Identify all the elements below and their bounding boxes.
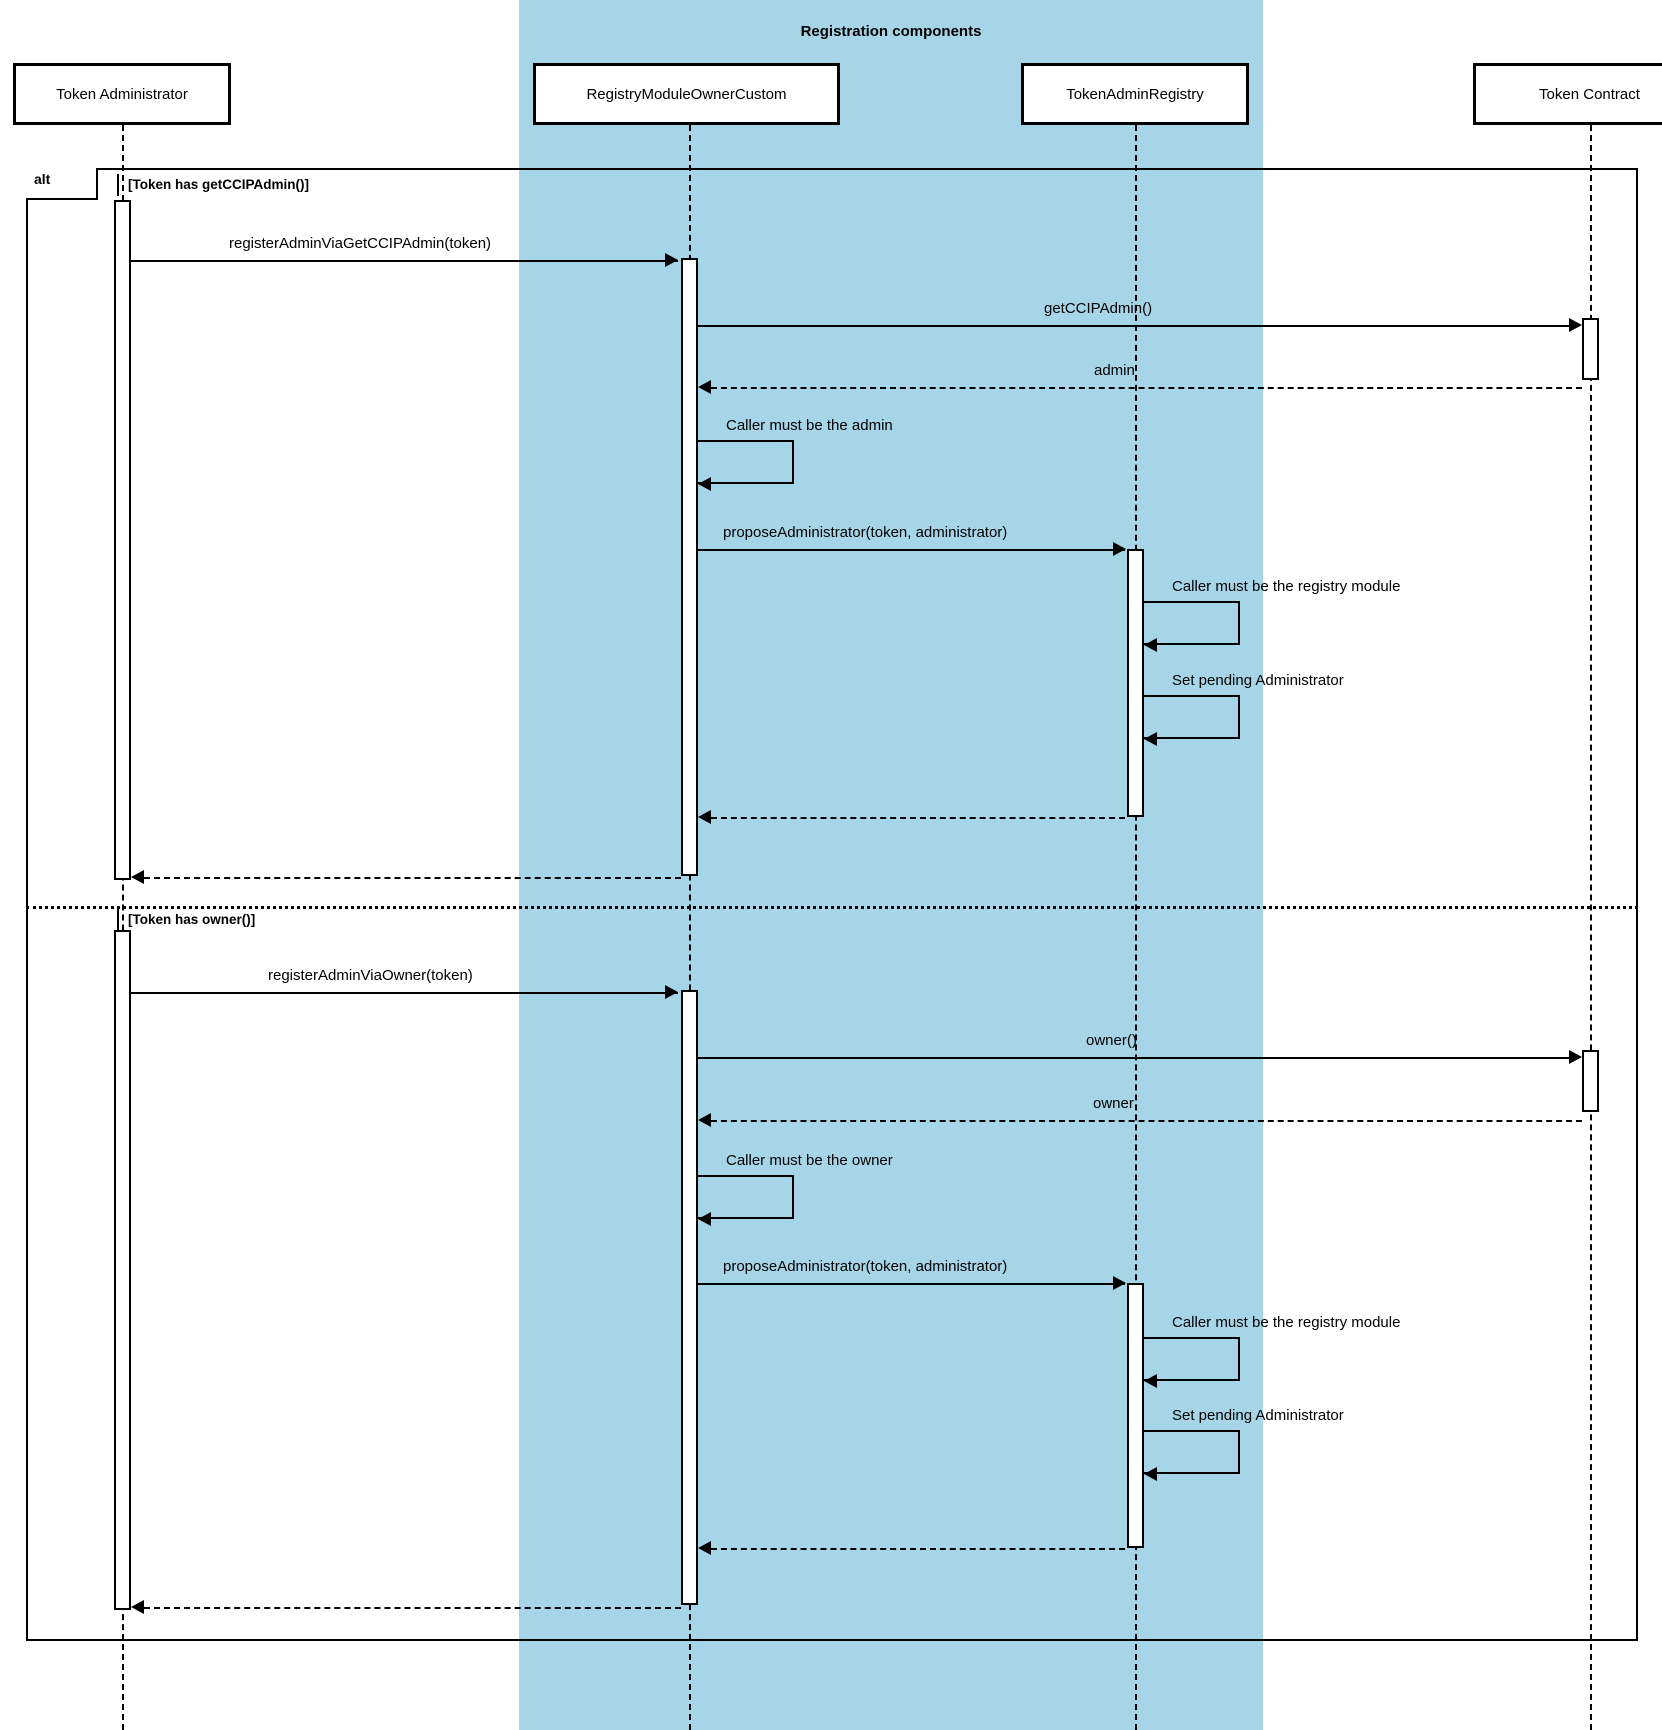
message-line-m10 [131, 992, 678, 994]
message-label-m1: registerAdminViaGetCCIPAdmin(token) [229, 235, 492, 252]
self-message-m13 [698, 1175, 794, 1219]
message-line-m8 [711, 817, 1125, 819]
self-message-m7 [1144, 695, 1240, 739]
message-arrow-m3 [698, 380, 711, 394]
alt-condition-tick-2 [117, 909, 119, 931]
registration-components-title: Registration components [800, 23, 982, 40]
message-line-m11 [698, 1057, 1579, 1059]
self-message-arrow-m4 [698, 477, 711, 491]
participant-token-admin-registry[interactable] [1021, 63, 1249, 125]
message-line-m1 [131, 260, 678, 262]
activation-registry-module-2 [681, 990, 698, 1605]
message-line-m9 [144, 877, 681, 879]
message-arrow-m17 [698, 1541, 711, 1555]
message-line-m5 [698, 549, 1125, 551]
participant-label: TokenAdminRegistry [1066, 85, 1204, 103]
message-arrow-m14 [1113, 1276, 1126, 1290]
self-message-arrow-m15 [1144, 1374, 1157, 1388]
message-arrow-m11 [1569, 1050, 1582, 1064]
participant-label: Token Contract [1539, 85, 1640, 103]
activation-token-contract-2 [1582, 1050, 1599, 1112]
message-line-m17 [711, 1548, 1125, 1550]
activation-token-administrator-1 [114, 200, 131, 880]
message-arrow-m18 [131, 1600, 144, 1614]
message-label-m12: owner [1093, 1095, 1134, 1112]
message-arrow-m1 [665, 253, 678, 267]
message-arrow-m9 [131, 870, 144, 884]
participant-token-contract[interactable] [1473, 63, 1662, 125]
message-label-m3: admin [1094, 362, 1135, 379]
self-message-label-m7: Set pending Administrator [1172, 672, 1344, 689]
message-line-m2 [698, 325, 1579, 327]
alt-condition-1: [Token has getCCIPAdmin()] [128, 177, 309, 192]
message-line-m3 [711, 387, 1582, 389]
message-label-m2: getCCIPAdmin() [1044, 300, 1153, 317]
self-message-label-m6: Caller must be the registry module [1172, 578, 1401, 595]
message-arrow-m2 [1569, 318, 1582, 332]
alt-operator-tag: alt [26, 168, 98, 200]
message-arrow-m8 [698, 810, 711, 824]
self-message-arrow-m7 [1144, 732, 1157, 746]
alt-separator [26, 906, 1638, 909]
activation-token-contract-1 [1582, 318, 1599, 380]
self-message-arrow-m16 [1144, 1467, 1157, 1481]
self-message-label-m16: Set pending Administrator [1172, 1407, 1344, 1424]
message-line-m18 [144, 1607, 681, 1609]
message-label-m10: registerAdminViaOwner(token) [268, 967, 473, 984]
message-arrow-m10 [665, 985, 678, 999]
alt-condition-tick-1 [117, 174, 119, 196]
participant-label: RegistryModuleOwnerCustom [586, 85, 787, 103]
self-message-label-m13: Caller must be the owner [726, 1152, 893, 1169]
self-message-m16 [1144, 1430, 1240, 1474]
message-label-m11: owner() [1086, 1032, 1137, 1049]
activation-token-admin-registry-2 [1127, 1283, 1144, 1548]
message-line-m14 [698, 1283, 1125, 1285]
message-label-m5: proposeAdministrator(token, administrator) [723, 524, 1008, 541]
message-arrow-m12 [698, 1113, 711, 1127]
participant-label: Token Administrator [56, 85, 188, 103]
participant-token-administrator[interactable] [13, 63, 231, 125]
self-message-label-m15: Caller must be the registry module [1172, 1314, 1401, 1331]
self-message-m4 [698, 440, 794, 484]
activation-token-admin-registry-1 [1127, 549, 1144, 817]
participant-registry-module-owner-custom[interactable] [533, 63, 840, 125]
self-message-m15 [1144, 1337, 1240, 1381]
activation-token-administrator-2 [114, 930, 131, 1610]
message-label-m14: proposeAdministrator(token, administrator) [723, 1258, 1008, 1275]
self-message-arrow-m6 [1144, 638, 1157, 652]
message-arrow-m5 [1113, 542, 1126, 556]
self-message-m6 [1144, 601, 1240, 645]
self-message-label-m4: Caller must be the admin [726, 417, 893, 434]
message-line-m12 [711, 1120, 1582, 1122]
self-message-arrow-m13 [698, 1212, 711, 1226]
alt-condition-2: [Token has owner()] [128, 912, 256, 927]
activation-registry-module-1 [681, 258, 698, 876]
